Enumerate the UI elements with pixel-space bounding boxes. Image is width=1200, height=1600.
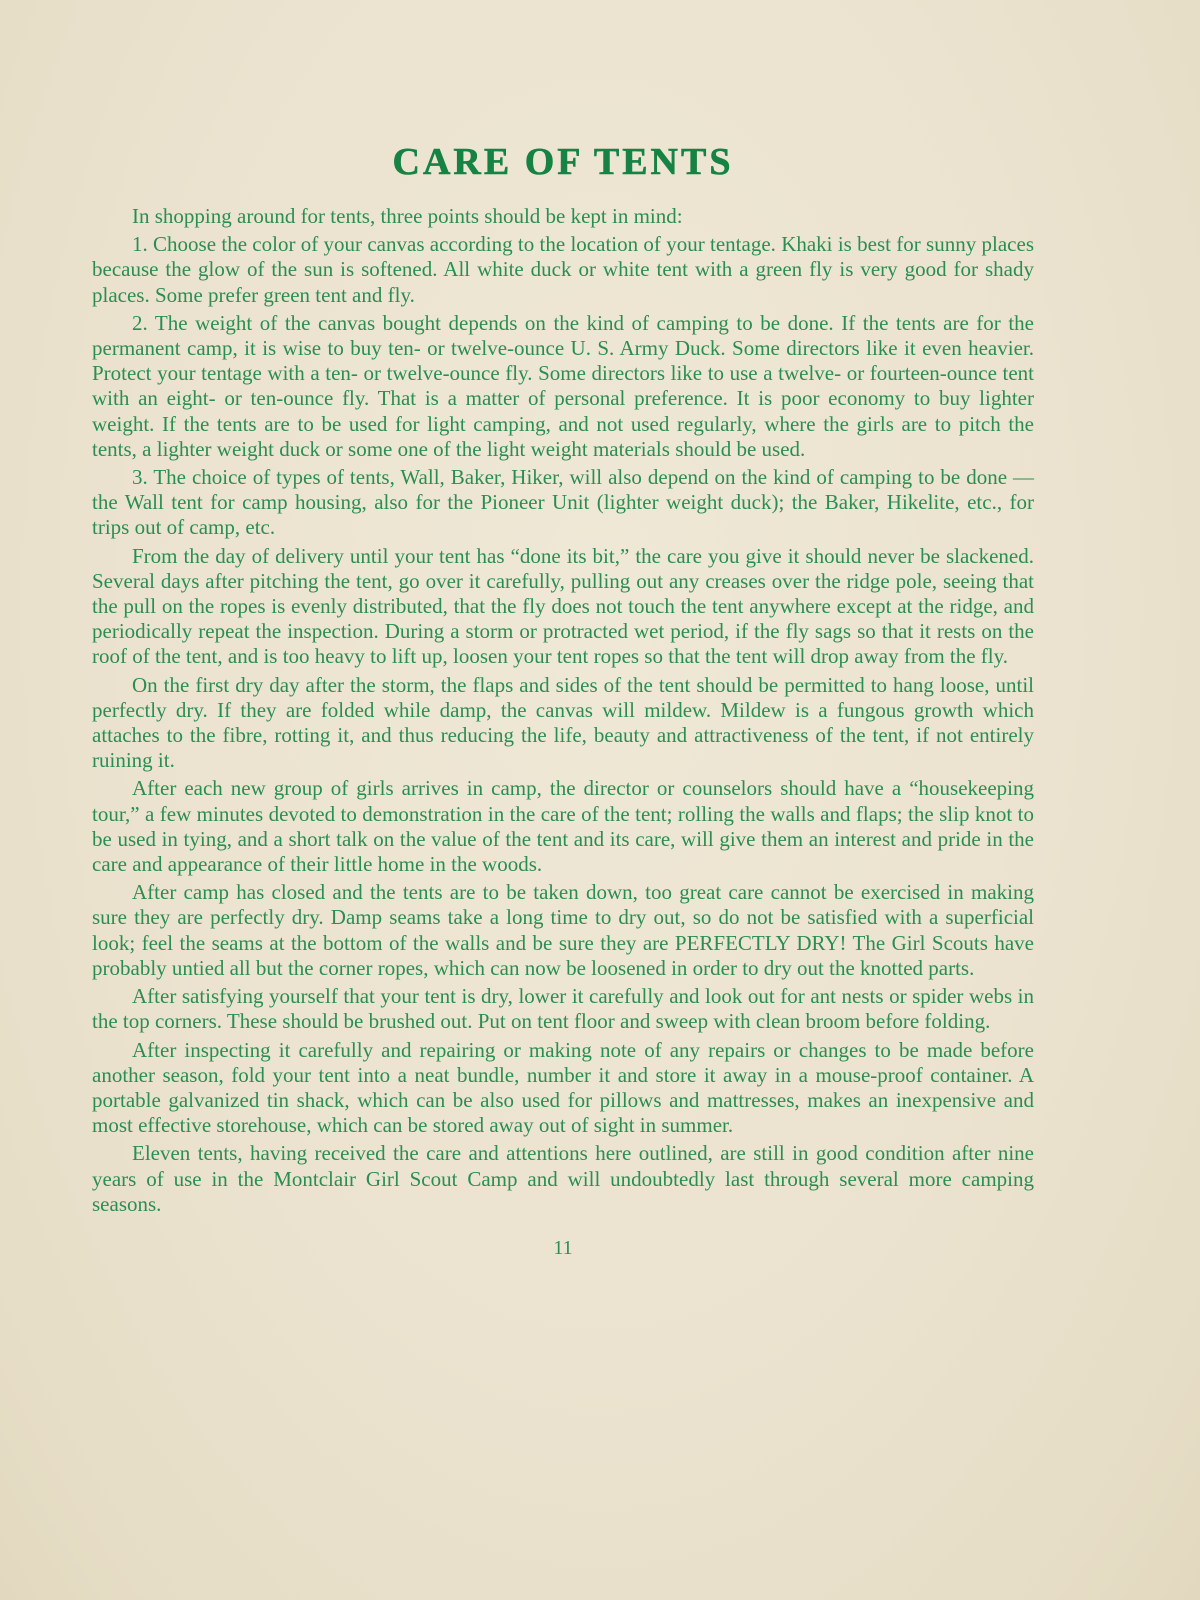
numbered-item-3: 3. The choice of types of tents, Wall, Baker, Hiker, will also depend on the kind of camping to be done — the Wall tent for camp housing, also for the Pioneer Unit (lighter weight duck); the Baker, Hikelite, etc., for trips out of camp, etc.	[92, 465, 1034, 540]
numbered-item-1: 1. Choose the color of your canvas according to the location of your tentage. Khaki is best for sunny places because the glow of the sun is softened. All white duck or white tent with a green fly is very good for shady places. Some prefer green tent and fly.	[92, 232, 1034, 307]
paragraph-storage: After inspecting it carefully and repairing or making note of any repairs or changes to be made before another season, fold your tent into a neat bundle, number it and store it away in a mouse-proof container. A portable galvanized tin shack, which can be also used for pillows and mattresses, makes an inexpensive and most effective storehouse, which can be stored away out of sight in summer.	[92, 1037, 1034, 1138]
paragraph-dry-day: On the first dry day after the storm, the flaps and sides of the tent should be permitted to hang loose, until perfectly dry. If they are folded while damp, the canvas will mildew. Mildew is a fungous growth which attaches to the fibre, rotting it, and thus reducing the life, beauty and attractiveness of the tent, if not entirely ruining it.	[92, 672, 1034, 773]
paragraph-eleven-tents: Eleven tents, having received the care and attentions here outlined, are still in good condition after nine years of use in the Montclair Girl Scout Camp and will undoubtedly last through several more camping seasons.	[92, 1141, 1034, 1216]
paragraph-care: From the day of delivery until your tent has “done its bit,” the care you give it should never be slackened. Several days after pitching the tent, go over it carefully, pulling out any creases over the ridge pole, seeing that the pull on the ropes is evenly distributed, that the fly does not touch the tent anywhere except at the ridge, and periodically repeat the inspection. During a storm or protracted wet period, if the fly sags so that it rests on the roof of the tent, and is too heavy to lift up, loosen your tent ropes so that the tent will drop away from the fly.	[92, 543, 1034, 669]
document-body	[92, 204, 1034, 1217]
paragraph-housekeeping: After each new group of girls arrives in camp, the director or counselors should have a “housekeeping tour,” a few minutes devoted to demonstration in the care of the tent; rolling the walls and flaps; the slip knot to be used in tying, and a short talk on the value of the tent and its care, will give them an interest and pride in the care and appearance of their little home in the woods.	[92, 776, 1034, 877]
intro-paragraph: In shopping around for tents, three points should be kept in mind:	[132, 204, 683, 228]
page-number: 11	[553, 1236, 573, 1259]
paragraph-camp-closed: After camp has closed and the tents are to be taken down, too great care cannot be exercised in making sure they are perfectly dry. Damp seams take a long time to dry out, so do not be satisfied with a superficial look; feel the seams at the bottom of the walls and be sure they are PERFECTLY DRY! The Girl Scouts have probably untied all but the corner ropes, which can now be loosened in order to dry out the knotted parts.	[92, 880, 1034, 980]
page-title: CARE OF TENTS	[392, 141, 734, 183]
paragraph-lowering: After satisfying yourself that your tent is dry, lower it carefully and look out for ant nests or spider webs in the top corners. These should be brushed out. Put on tent floor and sweep with clean broom before folding.	[92, 984, 1034, 1034]
numbered-item-2: 2. The weight of the canvas bought depends on the kind of camping to be done. If the tents are for the permanent camp, it is wise to buy ten- or twelve-ounce U. S. Army Duck. Some directors like it even heavier. Protect your tentage with a ten- or twelve-ounce fly. Some directors like to use a twelve- or fourteen-ounce tent with an eight- or ten-ounce fly. That is a matter of personal preference. It is poor economy to buy lighter weight. If the tents are to be used for light camping, and not used regularly, where the girls are to pitch the tents, a lighter weight duck or some one of the light weight materials should be used.	[92, 310, 1034, 461]
